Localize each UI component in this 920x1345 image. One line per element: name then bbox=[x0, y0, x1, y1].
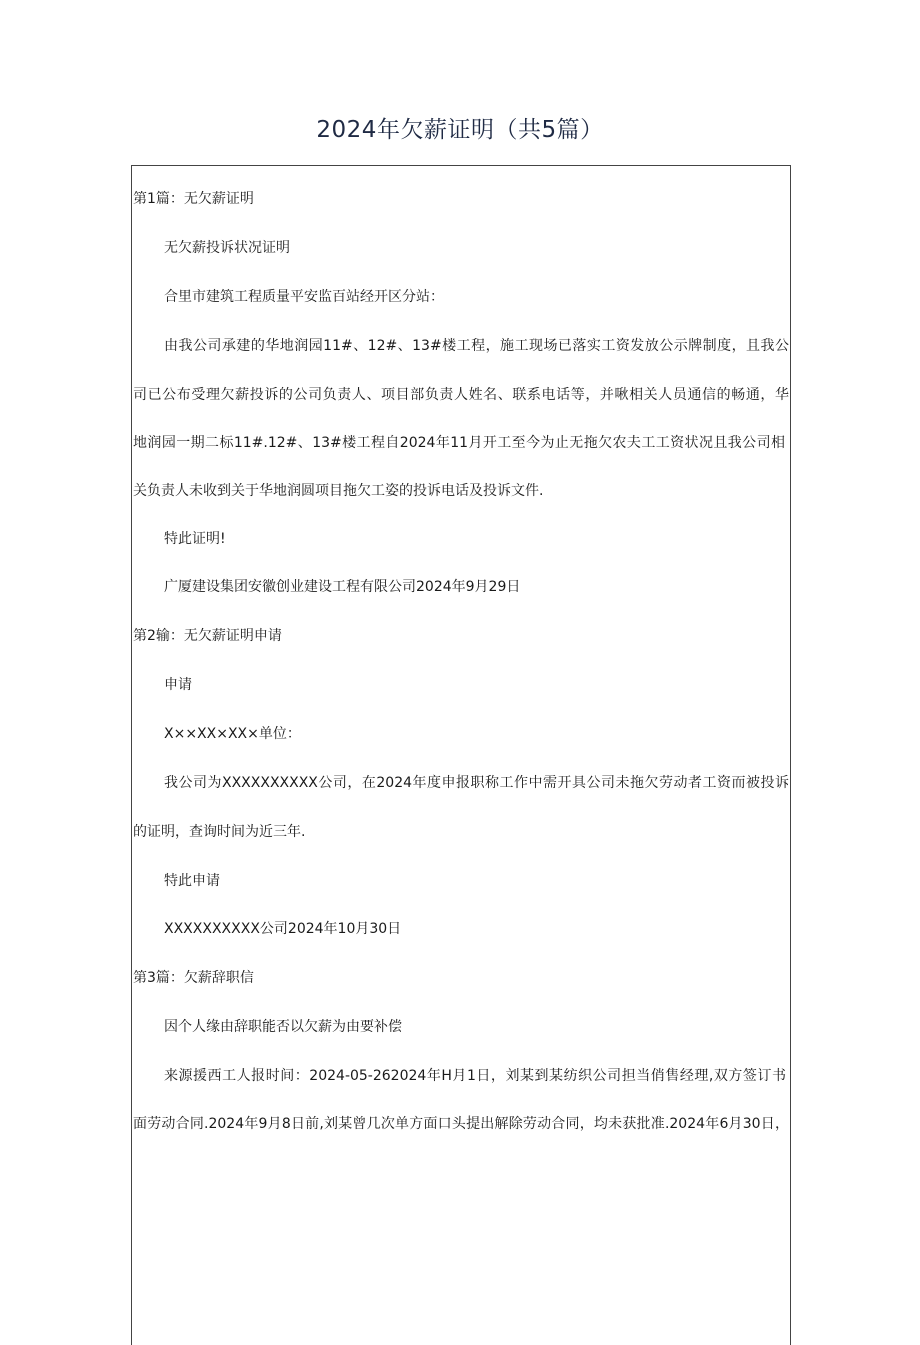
section-2-paragraph-line: 我公司为XXXXXXXXXX公司，在2024年度申报职称工作中需开具公司未拖欠劳动者工资而被投诉 bbox=[164, 775, 789, 791]
section-1-paragraph-line: 由我公司承建的华地润园11#、12#、13#楼工程，施工现场已落实工资发放公示牌制度，且我公 bbox=[164, 338, 789, 354]
section-1-closing: 特此证明! bbox=[164, 531, 226, 547]
section-2-closing: 特此申请 bbox=[164, 873, 220, 889]
section-1-heading: 第1篇：无欠薪证明 bbox=[133, 191, 254, 207]
section-3-paragraph-line: 来源援西工人报时间：2024-05-262024年H月1日，刘某到某纺织公司担当俏售经理,双方签订书 bbox=[164, 1068, 786, 1084]
section-1-addressee: 合里市建筑工程质量平安监百站经开区分站： bbox=[164, 289, 444, 305]
section-2-signature: XXXXXXXXXX公司2024年10月30日 bbox=[164, 921, 402, 937]
section-2-heading: 第2输：无欠薪证明申请 bbox=[133, 628, 282, 644]
section-1-signature: 广厦建设集团安徽创业建设工程有限公司2024年9月29日 bbox=[164, 579, 521, 595]
section-1-paragraph-line: 地润园一期二标11#.12#、13#楼工程自2024年11月开工至今为止无拖欠农夫工工资状况且我公司相 bbox=[133, 435, 785, 451]
page-title: 2024年欠薪证明（共5篇） bbox=[316, 117, 604, 143]
section-3-title: 因个人缘由辞职能否以欠薪为由要补偿 bbox=[164, 1019, 402, 1035]
section-1-paragraph-line: 司已公布受理欠薪投诉的公司负责人、项目部负责人姓名、联系电话等，并啾相关人员通信的畅通，华 bbox=[133, 387, 789, 403]
section-2-paragraph-line: 的证明，查询时间为近三年. bbox=[133, 824, 306, 840]
section-1-paragraph-line: 关负责人未收到关于华地润圆项目拖欠工姿的投诉电话及投诉文件. bbox=[133, 483, 544, 499]
section-3-heading: 第3篇：欠薪辞职信 bbox=[133, 970, 254, 986]
section-2-addressee: X××XX×XX×单位： bbox=[164, 726, 301, 742]
section-3-paragraph-line: 面劳动合同.2024年9月8日前,刘某曾几次单方面口头提出解除劳动合同，均未获批准.2024年6月30日， bbox=[133, 1116, 789, 1132]
section-2-title: 申请 bbox=[164, 677, 192, 693]
section-1-title: 无欠薪投诉状况证明 bbox=[164, 240, 290, 256]
